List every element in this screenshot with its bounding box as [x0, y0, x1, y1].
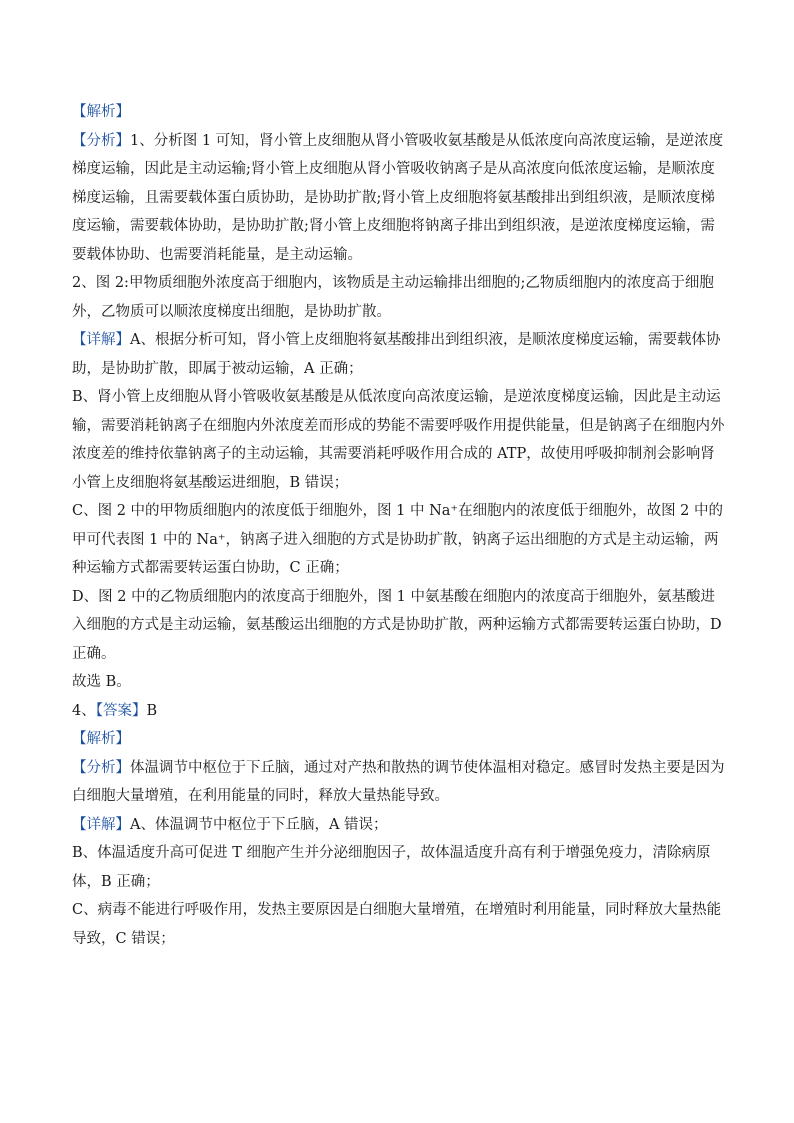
- paragraph-text: A、体温调节中枢位于下丘脑，A 错误；: [130, 816, 388, 833]
- section-label: 【解析】: [72, 731, 130, 747]
- section-label: 【答案】: [95, 702, 147, 719]
- paragraph-text: 故选 B。: [72, 674, 131, 690]
- paragraph-detail-c: [72, 497, 726, 583]
- answer-value: B: [146, 702, 158, 719]
- paragraph-analysis-q4: [72, 754, 726, 811]
- paragraph-detail-q4-c: [72, 896, 726, 953]
- section-label: 【分析】: [72, 132, 130, 149]
- paragraph-text: A、根据分析可知，肾小管上皮细胞将氨基酸排出到组织液，是顺浓度梯度运输，需要载体协助，是协助扩散，即属于被动运输，A 正确；: [72, 332, 721, 377]
- section-label: 【详解】: [72, 816, 130, 833]
- paragraph-detail-q4-a: [72, 811, 726, 840]
- paragraph-text: 1、分析图 1 可知，肾小管上皮细胞从肾小管吸收氨基酸是从低浓度向高浓度运输，是逆浓度梯度运输，因此是主动运输;肾小管上皮细胞从肾小管吸收钠离子是从高浓度向低浓度运输，是顺浓度梯度运输，且需要载体蛋白质协助，是协助扩散;肾小管上皮细胞将氨基酸排出到组织液，是顺浓度梯度运输，需要载体协助，是协助扩散;肾小管上皮细胞将钠离子排出到组织液，是逆浓度梯度运输，需要载体协助、也需要消耗能量，是主动运输。: [72, 132, 724, 263]
- paragraph-analysis-heading: [72, 98, 726, 127]
- paragraph-answer: [72, 697, 726, 726]
- paragraph-text: 体温调节中枢位于下丘脑，通过对产热和散热的调节使体温相对稳定。感冒时发热主要是因为白细胞大量增殖，在利用能量的同时，释放大量热能导致。: [72, 759, 725, 804]
- paragraph-text: B、体温适度升高可促进 T 细胞产生并分泌细胞因子，故体温适度升高有利于增强免疫力，清除病原体，B 正确；: [72, 845, 711, 890]
- paragraph-text: C、病毒不能进行呼吸作用，发热主要原因是白细胞大量增殖，在增殖时利用能量，同时释放大量热能导致，C 错误；: [72, 902, 722, 947]
- document-content: [72, 98, 726, 953]
- paragraph-analysis-2: [72, 269, 726, 326]
- section-label: 【分析】: [72, 759, 130, 776]
- question-number: 4、: [72, 702, 96, 719]
- section-label: 【解析】: [72, 104, 130, 120]
- paragraph-detail-a: [72, 326, 726, 383]
- paragraph-analysis-heading-2: [72, 725, 726, 754]
- paragraph-text: C、图 2 中的甲物质细胞内的浓度低于细胞外，图 1 中 Na⁺在细胞内的浓度低于细胞外，故图 2 中的甲可代表图 1 中的 Na⁺，钠离子进入细胞的方式是协助扩散，钠离子运出细胞的方式是主动运输，两种运输方式都需要转运蛋白协助，C 正确；: [72, 503, 724, 576]
- paragraph-text: 2、图 2:甲物质细胞外浓度高于细胞内，该物质是主动运输排出细胞的;乙物质细胞内的浓度高于细胞外，乙物质可以顺浓度梯度出细胞，是协助扩散。: [72, 275, 714, 320]
- paragraph-detail-b: [72, 383, 726, 497]
- paragraph-detail-q4-b: [72, 839, 726, 896]
- paragraph-analysis: [72, 127, 726, 270]
- paragraph-detail-d: [72, 583, 726, 669]
- paragraph-conclusion: [72, 668, 726, 697]
- paragraph-text: D、图 2 中的乙物质细胞内的浓度高于细胞外，图 1 中氨基酸在细胞内的浓度高于细胞外，氨基酸进入细胞的方式是主动运输，氨基酸运出细胞的方式是协助扩散，两种运输方式都需要转运蛋白协助，D 正确。: [72, 588, 722, 662]
- section-label: 【详解】: [72, 332, 130, 348]
- paragraph-text: B、肾小管上皮细胞从肾小管吸收氨基酸是从低浓度向高浓度运输，是逆浓度梯度运输，因此是主动运输，需要消耗钠离子在细胞内外浓度差而形成的势能不需要呼吸作用提供能量，但是钠离子在细胞内外浓度差的维持依靠钠离子的主动运输，其需要消耗呼吸作用合成的 ATP，故使用呼吸抑制剂会影响肾小管上皮细胞将氨基酸运进细胞，B 错误；: [72, 389, 725, 491]
